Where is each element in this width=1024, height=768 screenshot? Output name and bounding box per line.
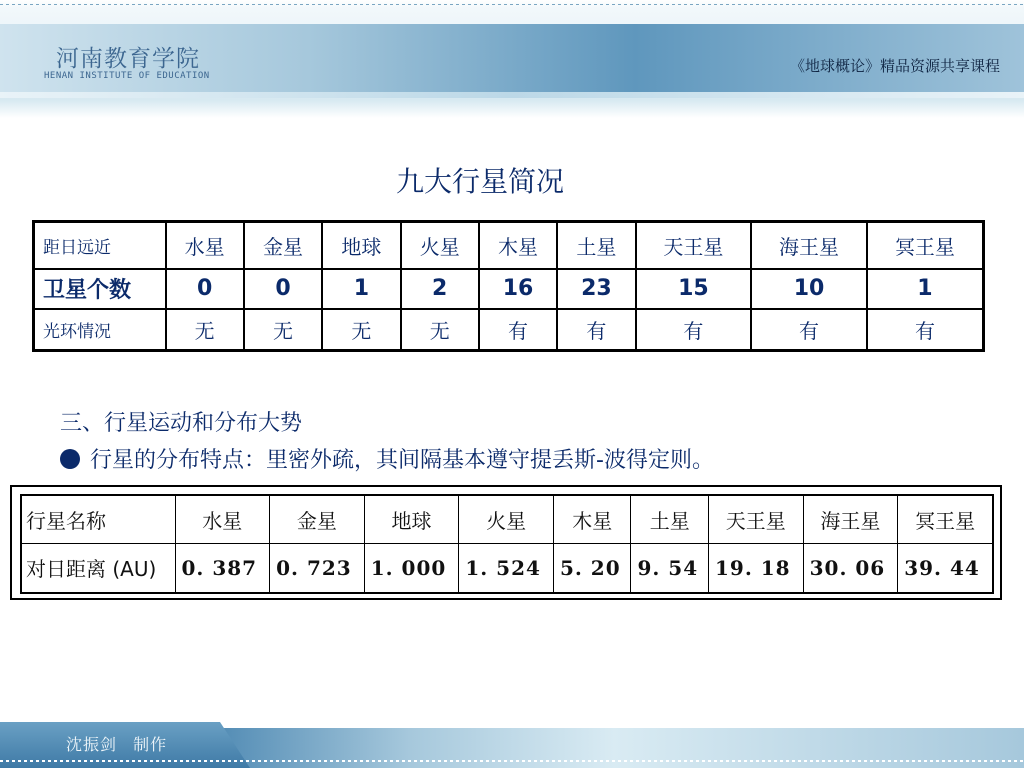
planet-name-cell: 天王星 [709, 495, 804, 543]
table-row [34, 309, 984, 351]
row-header: 光环情况 [34, 309, 166, 351]
table-row [34, 269, 984, 309]
row-header: 行星名称 [21, 495, 175, 543]
ring-status-cell: 有 [867, 309, 984, 351]
school-name: 河南教育学院 [56, 46, 200, 72]
satellite-count-cell: 16 [479, 269, 557, 309]
bullet-text: 行星的分布特点：里密外疏，其间隔基本遵守提丢斯-波得定则。 [90, 448, 714, 473]
table-row [34, 222, 984, 269]
satellite-count-cell: 15 [636, 269, 752, 309]
satellite-count-cell: 0 [166, 269, 244, 309]
distance-cell: 30. 06 [803, 543, 898, 593]
planet-overview-table [32, 220, 985, 352]
section-heading: 三、行星运动和分布大势 [60, 411, 303, 436]
distance-cell: 19. 18 [709, 543, 804, 593]
planet-name-cell: 水星 [166, 222, 244, 269]
ring-status-cell: 无 [401, 309, 479, 351]
distance-cell: 9. 54 [631, 543, 709, 593]
satellite-count-cell: 1 [867, 269, 984, 309]
row-header: 卫星个数 [34, 269, 166, 309]
planet-name-cell: 冥王星 [867, 222, 984, 269]
planet-name-cell: 金星 [270, 495, 365, 543]
planet-name-cell: 海王星 [751, 222, 867, 269]
course-title: 《地球概论》精品资源共享课程 [789, 57, 1000, 75]
planet-name-cell: 地球 [322, 222, 400, 269]
distance-cell: 5. 20 [553, 543, 631, 593]
planet-name-cell: 水星 [175, 495, 270, 543]
distance-cell: 0. 387 [175, 543, 270, 593]
ring-status-cell: 无 [166, 309, 244, 351]
table-row [21, 495, 993, 543]
planet-name-cell: 木星 [479, 222, 557, 269]
planet-name-cell: 金星 [244, 222, 322, 269]
planet-name-cell: 海王星 [803, 495, 898, 543]
ring-status-cell: 有 [557, 309, 635, 351]
planet-name-cell: 木星 [553, 495, 631, 543]
planet-name-cell: 土星 [631, 495, 709, 543]
planet-name-cell: 火星 [459, 495, 554, 543]
satellite-count-cell: 10 [751, 269, 867, 309]
planet-distance-table [20, 494, 994, 594]
distance-cell: 1. 524 [459, 543, 554, 593]
distance-cell: 39. 44 [898, 543, 993, 593]
satellite-count-cell: 23 [557, 269, 635, 309]
ring-status-cell: 无 [322, 309, 400, 351]
ring-status-cell: 有 [751, 309, 867, 351]
planet-name-cell: 天王星 [636, 222, 752, 269]
ring-status-cell: 无 [244, 309, 322, 351]
planet-name-cell: 地球 [364, 495, 459, 543]
row-header: 对日距离 (AU) [21, 543, 175, 593]
distance-cell: 0. 723 [270, 543, 365, 593]
satellite-count-cell: 1 [322, 269, 400, 309]
page-title: 九大行星简况 [395, 165, 564, 198]
satellite-count-cell: 2 [401, 269, 479, 309]
row-header: 距日远近 [34, 222, 166, 269]
bullet-point [60, 443, 714, 474]
footer-dotted-line [0, 760, 1024, 762]
author-credit: 沈振剑 制作 [66, 735, 168, 754]
ring-status-cell: 有 [479, 309, 557, 351]
planet-name-cell: 火星 [401, 222, 479, 269]
planet-name-cell: 土星 [557, 222, 635, 269]
ring-status-cell: 有 [636, 309, 752, 351]
planet-name-cell: 冥王星 [898, 495, 993, 543]
satellite-count-cell: 0 [244, 269, 322, 309]
header-stripe-light [0, 92, 1024, 98]
distance-cell: 1. 000 [364, 543, 459, 593]
header-dotted-line [0, 4, 1024, 5]
school-name-english: HENAN INSTITUTE OF EDUCATION [44, 71, 210, 81]
table-row [21, 543, 993, 593]
bullet-dot-icon [60, 449, 80, 469]
